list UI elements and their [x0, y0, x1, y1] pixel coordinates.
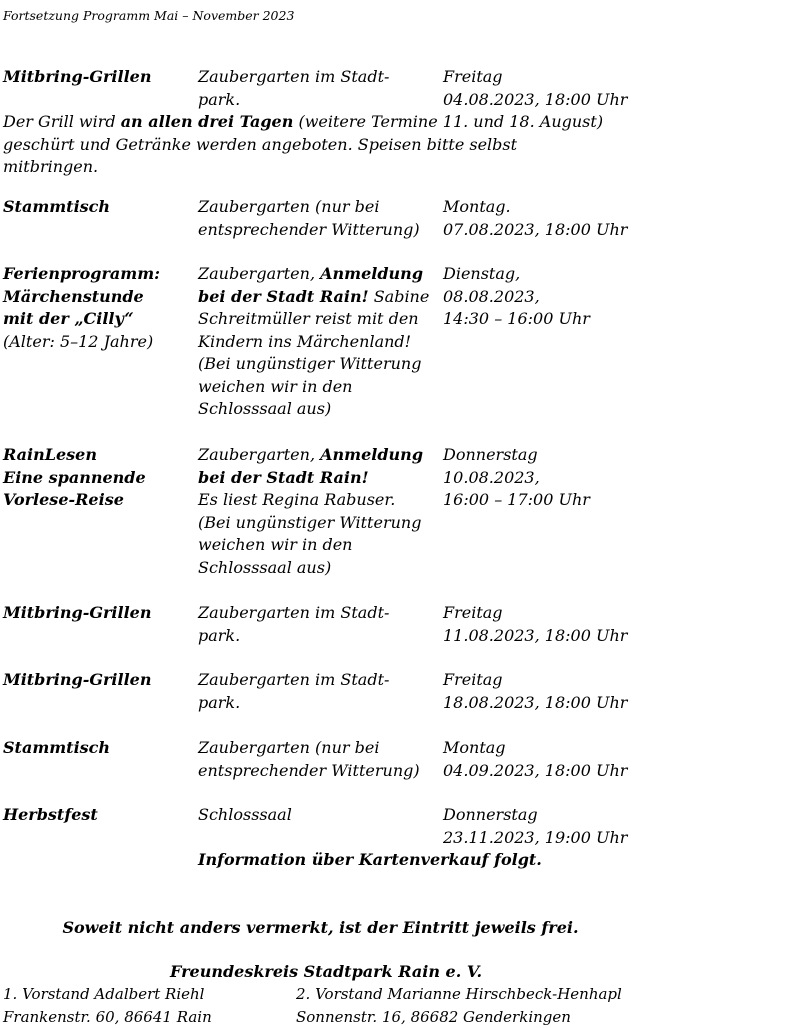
- text-segment: Zaubergarten,: [198, 264, 320, 283]
- text-segment: Kindern ins Märchenland!: [198, 332, 411, 351]
- event-place-line: [198, 557, 442, 580]
- text-segment: park.: [198, 626, 240, 645]
- event-date-line: Freitag: [443, 602, 703, 625]
- event-place-line: [198, 512, 442, 535]
- event-date-line: 16:00 – 17:00 Uhr: [443, 489, 703, 512]
- event-date-line: Montag: [443, 737, 703, 760]
- text-segment: bei der Stadt Rain!: [198, 468, 369, 487]
- event-place-line: [198, 353, 442, 376]
- event-place-line: [198, 196, 442, 219]
- event-date: [443, 737, 703, 782]
- text-segment: (weitere Termine 11. und 18. August): [293, 112, 603, 131]
- signature-left-address: Frankenstr. 60, 86641 Rain: [3, 1006, 212, 1028]
- event-title-line: Mitbring-Grillen: [3, 602, 193, 625]
- event-place-line: [198, 89, 442, 112]
- text-segment: park.: [198, 693, 240, 712]
- event-date: [443, 196, 703, 241]
- event-title-line: Ferienprogramm:: [3, 263, 193, 286]
- club-name: Freundeskreis Stadtpark Rain e. V.: [170, 961, 482, 984]
- event-place: [198, 804, 442, 827]
- event-place-line: [198, 444, 442, 467]
- event-date: [443, 669, 703, 714]
- text-segment: Zaubergarten (nur bei: [198, 197, 379, 216]
- event-title-line: mit der „Cilly“: [3, 308, 193, 331]
- event-place-line: [198, 625, 442, 648]
- text-segment: an allen drei Tagen: [121, 112, 294, 131]
- text-segment: Schreitmüller reist mit den: [198, 309, 419, 328]
- event-place-line: [198, 66, 442, 89]
- event-date-line: Donnerstag: [443, 804, 703, 827]
- event-place: [198, 602, 442, 647]
- text-segment: Schlosssaal aus): [198, 399, 331, 418]
- grill-note: [3, 111, 643, 179]
- text-segment: (Bei ungünstiger Witterung: [198, 513, 421, 532]
- text-segment: Es liest Regina Rabuser.: [198, 490, 395, 509]
- grill-note-line: [3, 134, 643, 157]
- text-segment: geschürt und Getränke werden angeboten. Speisen bitte selbst: [3, 135, 517, 154]
- event-title-line: Mitbring-Grillen: [3, 669, 193, 692]
- text-segment: entsprechender Witterung): [198, 220, 420, 239]
- event-date-line: Freitag: [443, 669, 703, 692]
- event-title-line: Vorlese-Reise: [3, 489, 193, 512]
- event-title-line: Herbstfest: [3, 804, 193, 827]
- event-title: [3, 66, 193, 89]
- event-place: [198, 196, 442, 241]
- event-date-line: 11.08.2023, 18:00 Uhr: [443, 625, 703, 648]
- event-place-line: [198, 804, 442, 827]
- text-segment: Sabine: [369, 287, 430, 306]
- event-title: [3, 444, 193, 512]
- event-title-line: (Alter: 5–12 Jahre): [3, 331, 193, 354]
- signature-left: [3, 983, 212, 1028]
- event-date-line: 18.08.2023, 18:00 Uhr: [443, 692, 703, 715]
- free-entry-note: [0, 917, 809, 940]
- event-place-line: [198, 331, 442, 354]
- text-segment: Der Grill wird: [3, 112, 121, 131]
- text-segment: bei der Stadt Rain!: [198, 287, 369, 306]
- text-segment: Zaubergarten im Stadt-: [198, 670, 389, 689]
- signature-right: [296, 983, 648, 1028]
- page-header: Fortsetzung Programm Mai – November 2023: [3, 8, 294, 24]
- event-place-line: [198, 760, 442, 783]
- text-segment: mitbringen.: [3, 157, 98, 176]
- event-title: [3, 602, 193, 625]
- grill-note-line: [3, 156, 643, 179]
- event-date: [443, 263, 703, 331]
- event-place-line: [198, 737, 442, 760]
- free-entry-text: Soweit nicht anders vermerkt, ist der Eintritt jeweils frei.: [62, 918, 578, 937]
- event-date-line: Freitag: [443, 66, 703, 89]
- text-segment: weichen wir in den: [198, 535, 352, 554]
- event-date-line: 04.09.2023, 18:00 Uhr: [443, 760, 703, 783]
- text-segment: park.: [198, 90, 240, 109]
- event-title-line: Märchenstunde: [3, 286, 193, 309]
- event-place-line: [198, 219, 442, 242]
- event-title: [3, 196, 193, 219]
- text-segment: Anmeldung: [320, 445, 423, 464]
- event-place-line: [198, 669, 442, 692]
- text-segment: Zaubergarten im Stadt-: [198, 67, 389, 86]
- text-segment: Schlosssaal: [198, 805, 292, 824]
- text-segment: entsprechender Witterung): [198, 761, 420, 780]
- event-title: [3, 804, 193, 827]
- signature-right-address: Sonnenstr. 16, 86682 Genderkingen: [296, 1006, 648, 1028]
- event-title-line: Eine spannende: [3, 467, 193, 490]
- event-place-line: [198, 489, 442, 512]
- text-segment: Anmeldung: [320, 264, 423, 283]
- text-segment: weichen wir in den: [198, 377, 352, 396]
- event-date: [443, 66, 703, 111]
- event-place: [198, 66, 442, 111]
- event-place-line: [198, 602, 442, 625]
- text-segment: Schlosssaal aus): [198, 558, 331, 577]
- event-date-line: 04.08.2023, 18:00 Uhr: [443, 89, 703, 112]
- event-title-line: RainLesen: [3, 444, 193, 467]
- event-date-line: 07.08.2023, 18:00 Uhr: [443, 219, 703, 242]
- signature-left-role: 1. Vorstand Adalbert Riehl: [3, 983, 212, 1006]
- event-title: [3, 263, 193, 353]
- signature-right-role: 2. Vorstand Marianne Hirschbeck-Henhapl: [296, 983, 648, 1006]
- text-segment: Zaubergarten,: [198, 445, 320, 464]
- event-title-line: Stammtisch: [3, 196, 193, 219]
- text-segment: Zaubergarten (nur bei: [198, 738, 379, 757]
- text-segment: (Bei ungünstiger Witterung: [198, 354, 421, 373]
- event-title-line: Stammtisch: [3, 737, 193, 760]
- event-date: [443, 444, 703, 512]
- ticket-info: Information über Kartenverkauf folgt.: [198, 849, 542, 872]
- event-place: [198, 444, 442, 579]
- event-place-line: [198, 286, 442, 309]
- event-place: [198, 669, 442, 714]
- event-date-line: 23.11.2023, 19:00 Uhr: [443, 827, 703, 850]
- event-date-line: 10.08.2023,: [443, 467, 703, 490]
- event-place-line: [198, 263, 442, 286]
- event-date-line: 08.08.2023,: [443, 286, 703, 309]
- text-segment: Zaubergarten im Stadt-: [198, 603, 389, 622]
- event-date-line: Dienstag,: [443, 263, 703, 286]
- grill-note-line: [3, 111, 643, 134]
- event-title-line: Mitbring-Grillen: [3, 66, 193, 89]
- event-place-line: [198, 398, 442, 421]
- event-date: [443, 602, 703, 647]
- event-place: [198, 263, 442, 421]
- event-place-line: [198, 308, 442, 331]
- event-date-line: 14:30 – 16:00 Uhr: [443, 308, 703, 331]
- event-date-line: Montag.: [443, 196, 703, 219]
- event-place-line: [198, 376, 442, 399]
- event-title: [3, 669, 193, 692]
- event-place: [198, 737, 442, 782]
- event-date-line: Donnerstag: [443, 444, 703, 467]
- event-title: [3, 737, 193, 760]
- event-date: [443, 804, 703, 849]
- event-place-line: [198, 692, 442, 715]
- event-place-line: [198, 534, 442, 557]
- event-place-line: [198, 467, 442, 490]
